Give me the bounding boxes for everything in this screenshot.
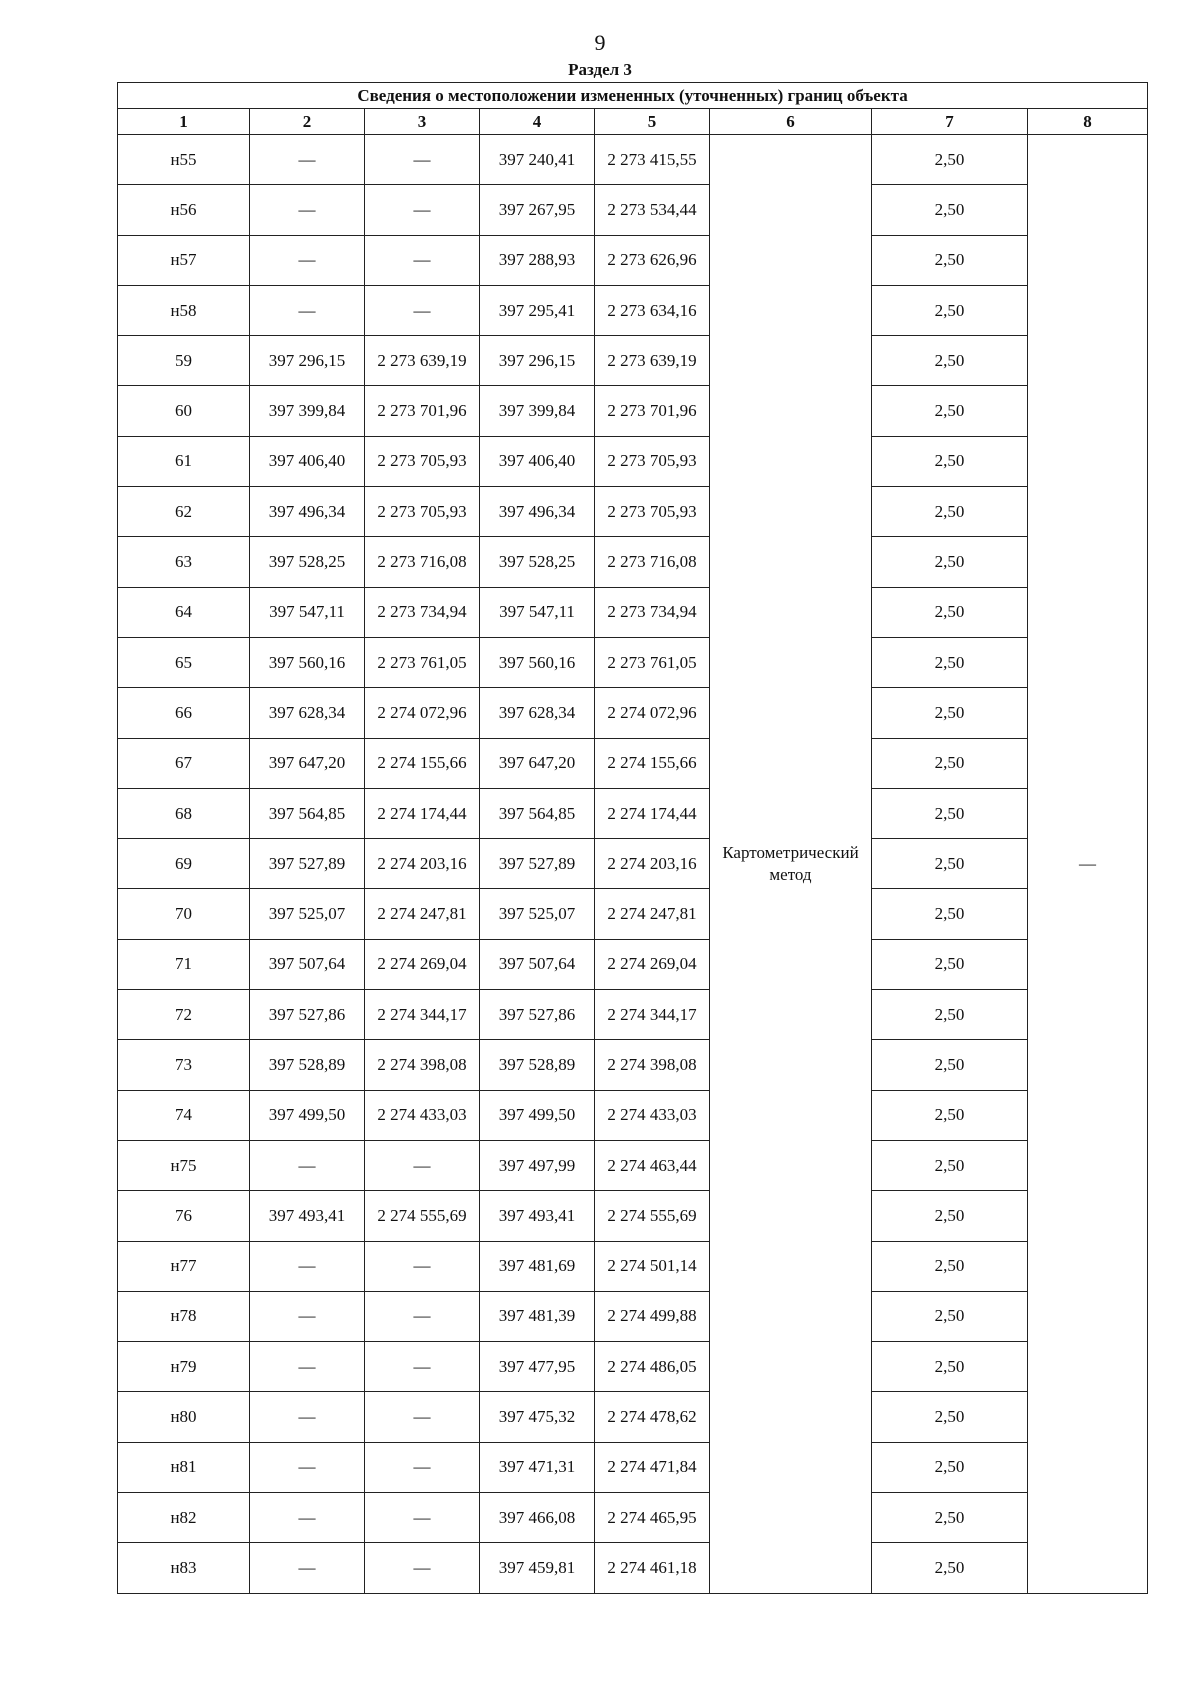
table-row	[118, 1392, 1148, 1442]
existing-x-cell: 397 399,84	[250, 386, 365, 436]
table-row	[118, 990, 1148, 1040]
new-y-cell: 2 274 465,95	[595, 1493, 710, 1543]
existing-x-cell: 397 564,85	[250, 788, 365, 838]
new-y-cell: 2 274 461,18	[595, 1543, 710, 1593]
new-x-cell: 397 547,11	[480, 587, 595, 637]
column-header: 5	[595, 109, 710, 135]
existing-x-cell: —	[250, 185, 365, 235]
column-header: 8	[1028, 109, 1148, 135]
point-number-cell: 67	[118, 738, 250, 788]
point-number-cell: н56	[118, 185, 250, 235]
accuracy-cell: 2,50	[872, 1040, 1028, 1090]
table-row	[118, 336, 1148, 386]
accuracy-cell: 2,50	[872, 235, 1028, 285]
existing-y-cell: —	[365, 1291, 480, 1341]
table-row	[118, 688, 1148, 738]
new-x-cell: 397 288,93	[480, 235, 595, 285]
new-x-cell: 397 399,84	[480, 386, 595, 436]
new-x-cell: 397 497,99	[480, 1140, 595, 1190]
new-y-cell: 2 274 398,08	[595, 1040, 710, 1090]
new-y-cell: 2 274 155,66	[595, 738, 710, 788]
table-row	[118, 889, 1148, 939]
point-number-cell: н57	[118, 235, 250, 285]
new-y-cell: 2 274 269,04	[595, 939, 710, 989]
existing-x-cell: —	[250, 1543, 365, 1593]
new-x-cell: 397 528,25	[480, 537, 595, 587]
new-x-cell: 397 628,34	[480, 688, 595, 738]
existing-y-cell: 2 273 705,93	[365, 436, 480, 486]
existing-y-cell: —	[365, 1543, 480, 1593]
existing-y-cell: 2 273 761,05	[365, 637, 480, 687]
point-number-cell: н82	[118, 1493, 250, 1543]
existing-y-cell: 2 273 639,19	[365, 336, 480, 386]
point-number-cell: 61	[118, 436, 250, 486]
accuracy-cell: 2,50	[872, 185, 1028, 235]
existing-x-cell: 397 507,64	[250, 939, 365, 989]
new-y-cell: 2 273 626,96	[595, 235, 710, 285]
table-row	[118, 1191, 1148, 1241]
point-number-cell: 63	[118, 537, 250, 587]
existing-x-cell: 397 406,40	[250, 436, 365, 486]
accuracy-cell: 2,50	[872, 1291, 1028, 1341]
table-row	[118, 1493, 1148, 1543]
table-row	[118, 135, 1148, 185]
new-x-cell: 397 466,08	[480, 1493, 595, 1543]
accuracy-cell: 2,50	[872, 990, 1028, 1040]
point-number-cell: 64	[118, 587, 250, 637]
new-x-cell: 397 527,89	[480, 839, 595, 889]
accuracy-cell: 2,50	[872, 1090, 1028, 1140]
new-y-cell: 2 273 716,08	[595, 537, 710, 587]
existing-y-cell: —	[365, 1342, 480, 1392]
accuracy-cell: 2,50	[872, 285, 1028, 335]
existing-x-cell: —	[250, 1442, 365, 1492]
column-header: 3	[365, 109, 480, 135]
new-x-cell: 397 564,85	[480, 788, 595, 838]
table-row	[118, 285, 1148, 335]
point-number-cell: н78	[118, 1291, 250, 1341]
new-y-cell: 2 274 555,69	[595, 1191, 710, 1241]
existing-x-cell: 397 528,25	[250, 537, 365, 587]
table-row	[118, 436, 1148, 486]
new-x-cell: 397 240,41	[480, 135, 595, 185]
existing-y-cell: 2 274 398,08	[365, 1040, 480, 1090]
new-y-cell: 2 274 072,96	[595, 688, 710, 738]
accuracy-cell: 2,50	[872, 487, 1028, 537]
existing-x-cell: —	[250, 285, 365, 335]
new-y-cell: 2 273 705,93	[595, 487, 710, 537]
point-number-cell: н83	[118, 1543, 250, 1593]
existing-x-cell: 397 547,11	[250, 587, 365, 637]
new-x-cell: 397 525,07	[480, 889, 595, 939]
existing-y-cell: —	[365, 135, 480, 185]
point-number-cell: 59	[118, 336, 250, 386]
accuracy-cell: 2,50	[872, 839, 1028, 889]
table-row	[118, 1090, 1148, 1140]
accuracy-cell: 2,50	[872, 436, 1028, 486]
existing-y-cell: 2 274 269,04	[365, 939, 480, 989]
new-x-cell: 397 406,40	[480, 436, 595, 486]
existing-x-cell: —	[250, 235, 365, 285]
new-x-cell: 397 295,41	[480, 285, 595, 335]
new-x-cell: 397 481,69	[480, 1241, 595, 1291]
existing-x-cell: 397 527,89	[250, 839, 365, 889]
accuracy-cell: 2,50	[872, 587, 1028, 637]
accuracy-cell: 2,50	[872, 336, 1028, 386]
point-number-cell: 73	[118, 1040, 250, 1090]
table-caption: Сведения о местоположении измененных (уточненных) границ объекта	[118, 83, 1148, 109]
existing-x-cell: 397 647,20	[250, 738, 365, 788]
existing-y-cell: 2 274 247,81	[365, 889, 480, 939]
existing-x-cell: —	[250, 1140, 365, 1190]
accuracy-cell: 2,50	[872, 537, 1028, 587]
new-y-cell: 2 273 534,44	[595, 185, 710, 235]
existing-y-cell: —	[365, 185, 480, 235]
column-header: 1	[118, 109, 250, 135]
table-row	[118, 1291, 1148, 1341]
existing-x-cell: —	[250, 1342, 365, 1392]
existing-y-cell: 2 273 716,08	[365, 537, 480, 587]
point-number-cell: 68	[118, 788, 250, 838]
new-y-cell: 2 274 203,16	[595, 839, 710, 889]
existing-y-cell: —	[365, 1241, 480, 1291]
existing-x-cell: 397 528,89	[250, 1040, 365, 1090]
existing-y-cell: 2 273 705,93	[365, 487, 480, 537]
existing-x-cell: —	[250, 1493, 365, 1543]
existing-y-cell: 2 274 174,44	[365, 788, 480, 838]
accuracy-cell: 2,50	[872, 738, 1028, 788]
new-y-cell: 2 274 499,88	[595, 1291, 710, 1341]
new-x-cell: 397 267,95	[480, 185, 595, 235]
accuracy-cell: 2,50	[872, 1543, 1028, 1593]
method-cell: Картометрический метод	[710, 135, 872, 1594]
new-x-cell: 397 496,34	[480, 487, 595, 537]
point-number-cell: н75	[118, 1140, 250, 1190]
table-row	[118, 939, 1148, 989]
new-x-cell: 397 493,41	[480, 1191, 595, 1241]
existing-x-cell: 397 525,07	[250, 889, 365, 939]
table-row	[118, 1342, 1148, 1392]
table-row	[118, 839, 1148, 889]
new-y-cell: 2 274 486,05	[595, 1342, 710, 1392]
point-number-cell: н55	[118, 135, 250, 185]
existing-x-cell: —	[250, 1241, 365, 1291]
table-row	[118, 1543, 1148, 1593]
column-header-row	[118, 109, 1148, 135]
existing-x-cell: —	[250, 1392, 365, 1442]
point-number-cell: 72	[118, 990, 250, 1040]
point-number-cell: 70	[118, 889, 250, 939]
existing-x-cell: 397 527,86	[250, 990, 365, 1040]
new-y-cell: 2 273 734,94	[595, 587, 710, 637]
new-x-cell: 397 528,89	[480, 1040, 595, 1090]
existing-y-cell: 2 273 701,96	[365, 386, 480, 436]
table-row	[118, 1140, 1148, 1190]
table-row	[118, 1241, 1148, 1291]
existing-y-cell: 2 274 433,03	[365, 1090, 480, 1140]
column-header: 4	[480, 109, 595, 135]
existing-x-cell: 397 628,34	[250, 688, 365, 738]
new-x-cell: 397 499,50	[480, 1090, 595, 1140]
column8-cell: —	[1028, 135, 1148, 1594]
new-x-cell: 397 475,32	[480, 1392, 595, 1442]
accuracy-cell: 2,50	[872, 1241, 1028, 1291]
accuracy-cell: 2,50	[872, 135, 1028, 185]
accuracy-cell: 2,50	[872, 889, 1028, 939]
accuracy-cell: 2,50	[872, 1493, 1028, 1543]
table-caption-row	[118, 83, 1148, 109]
existing-y-cell: —	[365, 285, 480, 335]
new-y-cell: 2 273 634,16	[595, 285, 710, 335]
point-number-cell: 62	[118, 487, 250, 537]
accuracy-cell: 2,50	[872, 788, 1028, 838]
table-row	[118, 637, 1148, 687]
existing-y-cell: 2 274 344,17	[365, 990, 480, 1040]
accuracy-cell: 2,50	[872, 1392, 1028, 1442]
table-row	[118, 185, 1148, 235]
new-x-cell: 397 507,64	[480, 939, 595, 989]
accuracy-cell: 2,50	[872, 688, 1028, 738]
new-y-cell: 2 274 247,81	[595, 889, 710, 939]
existing-x-cell: —	[250, 1291, 365, 1341]
table-row	[118, 788, 1148, 838]
new-x-cell: 397 296,15	[480, 336, 595, 386]
new-x-cell: 397 471,31	[480, 1442, 595, 1492]
accuracy-cell: 2,50	[872, 637, 1028, 687]
page-number: 9	[594, 30, 606, 55]
new-x-cell: 397 647,20	[480, 738, 595, 788]
new-x-cell: 397 477,95	[480, 1342, 595, 1392]
existing-x-cell: —	[250, 135, 365, 185]
point-number-cell: н80	[118, 1392, 250, 1442]
point-number-cell: 74	[118, 1090, 250, 1140]
table-row	[118, 587, 1148, 637]
existing-y-cell: 2 274 155,66	[365, 738, 480, 788]
boundary-coordinates-table	[117, 82, 1148, 1594]
table-row	[118, 537, 1148, 587]
accuracy-cell: 2,50	[872, 1140, 1028, 1190]
existing-y-cell: —	[365, 1493, 480, 1543]
point-number-cell: 71	[118, 939, 250, 989]
existing-x-cell: 397 560,16	[250, 637, 365, 687]
existing-y-cell: 2 273 734,94	[365, 587, 480, 637]
new-y-cell: 2 274 463,44	[595, 1140, 710, 1190]
new-y-cell: 2 273 639,19	[595, 336, 710, 386]
section-title: Раздел 3	[568, 60, 632, 79]
new-x-cell: 397 560,16	[480, 637, 595, 687]
column-header: 6	[710, 109, 872, 135]
existing-y-cell: —	[365, 235, 480, 285]
existing-y-cell: 2 274 555,69	[365, 1191, 480, 1241]
accuracy-cell: 2,50	[872, 386, 1028, 436]
new-y-cell: 2 273 415,55	[595, 135, 710, 185]
existing-y-cell: —	[365, 1140, 480, 1190]
new-x-cell: 397 527,86	[480, 990, 595, 1040]
existing-y-cell: —	[365, 1442, 480, 1492]
table-row	[118, 1442, 1148, 1492]
new-y-cell: 2 274 478,62	[595, 1392, 710, 1442]
existing-x-cell: 397 493,41	[250, 1191, 365, 1241]
accuracy-cell: 2,50	[872, 939, 1028, 989]
accuracy-cell: 2,50	[872, 1442, 1028, 1492]
point-number-cell: н81	[118, 1442, 250, 1492]
point-number-cell: 65	[118, 637, 250, 687]
point-number-cell: 69	[118, 839, 250, 889]
existing-y-cell: 2 274 203,16	[365, 839, 480, 889]
point-number-cell: н58	[118, 285, 250, 335]
table-row	[118, 235, 1148, 285]
new-x-cell: 397 481,39	[480, 1291, 595, 1341]
existing-x-cell: 397 499,50	[250, 1090, 365, 1140]
point-number-cell: н77	[118, 1241, 250, 1291]
accuracy-cell: 2,50	[872, 1342, 1028, 1392]
new-y-cell: 2 273 701,96	[595, 386, 710, 436]
new-y-cell: 2 274 344,17	[595, 990, 710, 1040]
accuracy-cell: 2,50	[872, 1191, 1028, 1241]
point-number-cell: н79	[118, 1342, 250, 1392]
existing-y-cell: —	[365, 1392, 480, 1442]
column-header: 7	[872, 109, 1028, 135]
table-row	[118, 738, 1148, 788]
existing-x-cell: 397 296,15	[250, 336, 365, 386]
table-row	[118, 487, 1148, 537]
new-y-cell: 2 274 501,14	[595, 1241, 710, 1291]
new-y-cell: 2 274 174,44	[595, 788, 710, 838]
new-y-cell: 2 274 471,84	[595, 1442, 710, 1492]
point-number-cell: 60	[118, 386, 250, 436]
table-row	[118, 386, 1148, 436]
new-y-cell: 2 274 433,03	[595, 1090, 710, 1140]
existing-y-cell: 2 274 072,96	[365, 688, 480, 738]
existing-x-cell: 397 496,34	[250, 487, 365, 537]
new-y-cell: 2 273 705,93	[595, 436, 710, 486]
point-number-cell: 66	[118, 688, 250, 738]
point-number-cell: 76	[118, 1191, 250, 1241]
column-header: 2	[250, 109, 365, 135]
new-y-cell: 2 273 761,05	[595, 637, 710, 687]
table-row	[118, 1040, 1148, 1090]
new-x-cell: 397 459,81	[480, 1543, 595, 1593]
